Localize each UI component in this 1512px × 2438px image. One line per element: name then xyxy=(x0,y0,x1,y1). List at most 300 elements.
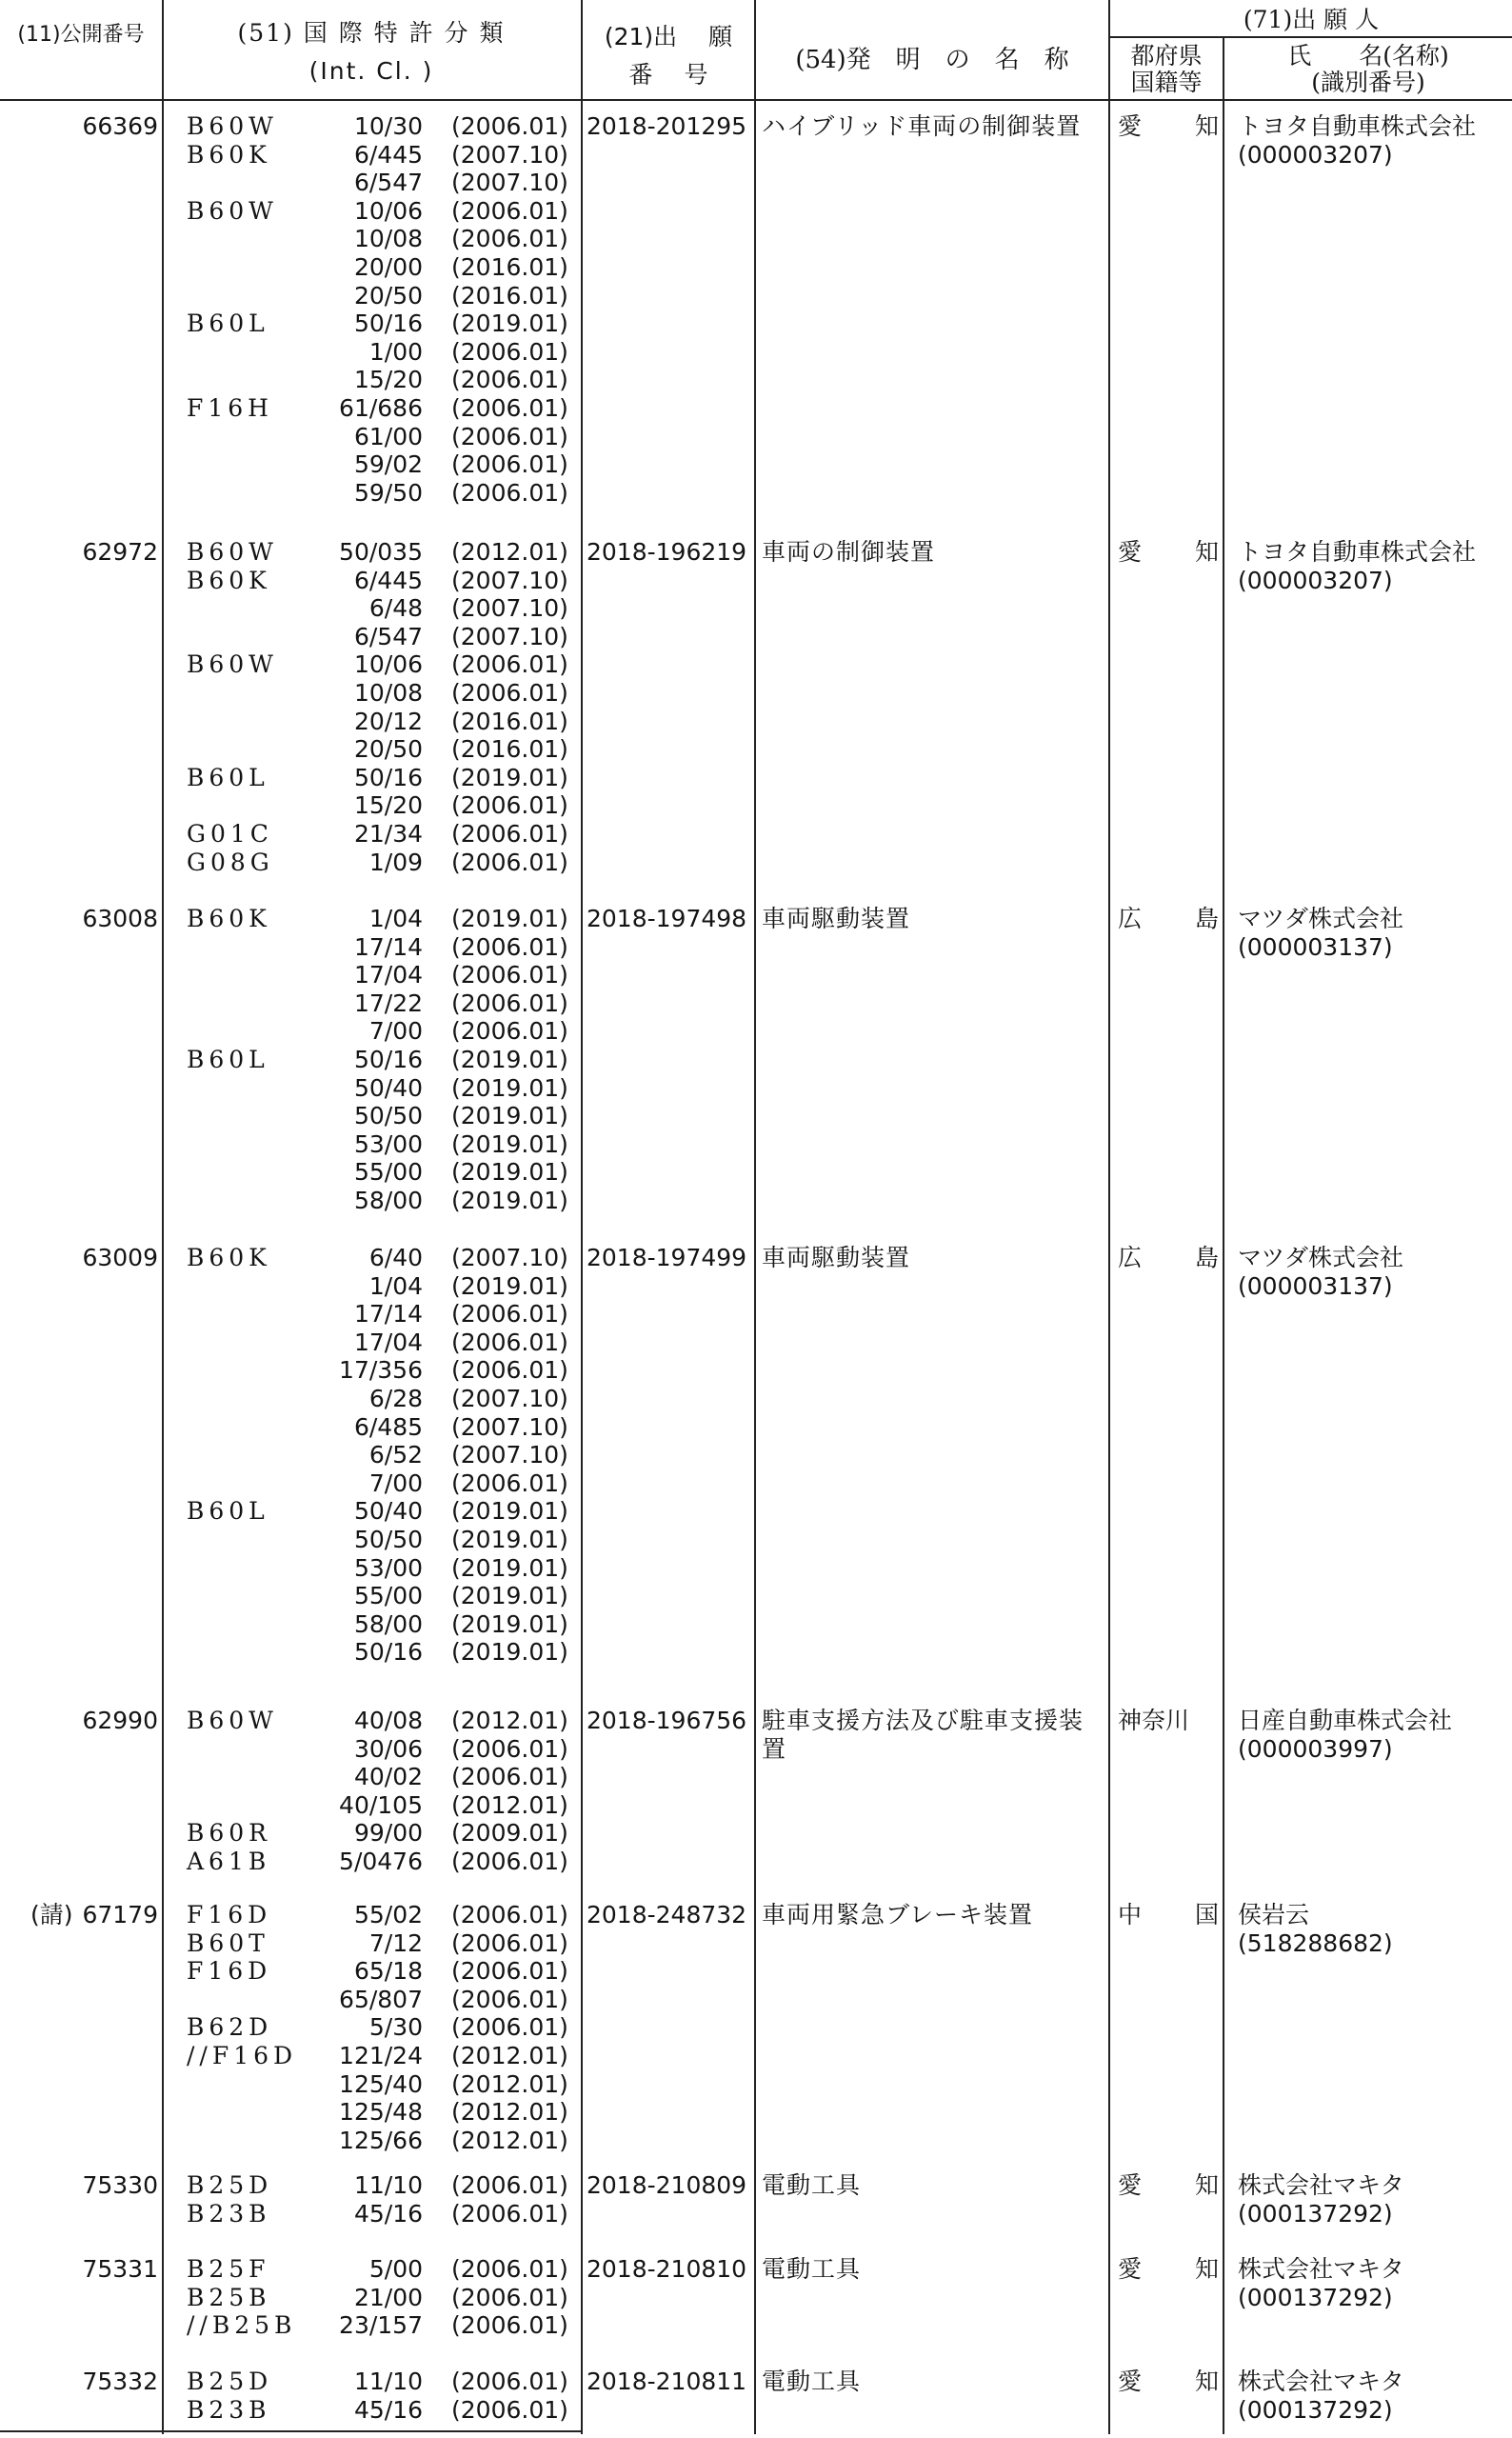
ipc-group: 50/50 xyxy=(353,1525,423,1553)
ipc-version: (2006.01) xyxy=(451,196,568,225)
applicant-name: 株式会社マキタ xyxy=(1238,2255,1404,2283)
ipc-version: (2007.10) xyxy=(451,594,568,623)
ipc-entry xyxy=(168,2127,579,2155)
ipc-version: (2012.01) xyxy=(451,2069,568,2098)
prefecture-part: 愛 xyxy=(1118,2171,1143,2199)
page-bottom-rule xyxy=(0,2430,581,2432)
ipc-group: 15/20 xyxy=(353,366,423,394)
ipc-version: (2006.01) xyxy=(451,2311,568,2340)
ipc-version: (2007.10) xyxy=(451,1244,568,1271)
ipc-entry xyxy=(168,1848,579,1876)
publication-number-cell xyxy=(0,1244,158,1272)
ipc-group: 61/686 xyxy=(339,393,423,422)
ipc-entry xyxy=(168,538,579,567)
ipc-subclass: B60L xyxy=(187,1045,269,1073)
ipc-group: 50/16 xyxy=(353,763,423,791)
ipc-list xyxy=(168,2368,579,2424)
ipc-entry xyxy=(168,1986,579,2014)
ipc-group: 1/04 xyxy=(368,905,423,932)
ipc-version: (2006.01) xyxy=(451,337,568,366)
header-pref-line1: 都府県 xyxy=(1130,42,1203,70)
ipc-entry xyxy=(168,366,579,394)
ipc-entry xyxy=(168,1158,579,1187)
ipc-subclass: B60W xyxy=(187,650,278,679)
ipc-group: 7/12 xyxy=(368,1928,423,1957)
applicant-name: マツダ株式会社 xyxy=(1238,1244,1404,1271)
ipc-entry xyxy=(168,961,579,989)
publication-number-cell xyxy=(0,112,158,141)
ipc-entry xyxy=(168,141,579,170)
ipc-group: 1/04 xyxy=(368,1271,423,1300)
ipc-entry xyxy=(168,764,579,792)
ipc-group: 55/02 xyxy=(353,1901,423,1928)
ipc-group: 20/12 xyxy=(353,707,423,735)
header-name-line1: 氏 名(名称) xyxy=(1287,42,1449,70)
prefecture xyxy=(1118,1244,1219,1272)
ipc-group: 20/00 xyxy=(353,252,423,281)
ipc-entry xyxy=(168,1707,579,1735)
ipc-group: 55/00 xyxy=(353,1158,423,1187)
applicant-name: マツダ株式会社 xyxy=(1238,905,1404,932)
ipc-subclass: F16D xyxy=(187,1901,272,1928)
ipc-group: 6/48 xyxy=(368,594,423,623)
ipc-group: 6/445 xyxy=(353,140,423,169)
ipc-entry xyxy=(168,2200,579,2228)
ipc-subclass: B23B xyxy=(187,2199,271,2228)
ipc-group: 5/30 xyxy=(368,2013,423,2042)
ipc-entry xyxy=(168,310,579,338)
ipc-subclass: B25F xyxy=(187,2255,270,2283)
ipc-version: (2007.10) xyxy=(451,1384,568,1412)
ipc-version: (2019.01) xyxy=(451,1553,568,1582)
ipc-entry xyxy=(168,253,579,282)
ipc-group: 53/00 xyxy=(353,1553,423,1582)
prefecture-part: 知 xyxy=(1194,2171,1219,2199)
prefecture xyxy=(1118,905,1219,933)
ipc-entry xyxy=(168,567,579,595)
prefecture-part: 島 xyxy=(1194,905,1219,932)
ipc-subclass: //B25B xyxy=(187,2311,297,2340)
prefecture-part: 知 xyxy=(1194,2255,1219,2283)
applicant-cell xyxy=(1238,1707,1512,1764)
ipc-version: (2006.01) xyxy=(451,2255,568,2283)
ipc-version: (2006.01) xyxy=(451,1763,568,1791)
ipc-version: (2006.01) xyxy=(451,1300,568,1329)
application-number: 2018-201295 xyxy=(587,112,747,140)
request-marker: (請) xyxy=(30,1901,73,1928)
ipc-entry xyxy=(168,112,579,141)
ipc-entry xyxy=(168,820,579,849)
invention-title: 車両の制御装置 xyxy=(762,538,936,566)
prefecture-part: 島 xyxy=(1194,1244,1219,1271)
ipc-subclass: F16H xyxy=(187,393,273,422)
ipc-entry xyxy=(168,1385,579,1413)
ipc-entry xyxy=(168,2013,579,2042)
ipc-version: (2006.01) xyxy=(451,2283,568,2311)
ipc-group: 99/00 xyxy=(353,1819,423,1848)
ipc-group: 50/16 xyxy=(353,310,423,338)
application-number: 2018-210811 xyxy=(587,2368,747,2395)
applicant-header-rule xyxy=(1108,36,1512,38)
prefecture-part: 国 xyxy=(1194,1901,1219,1928)
ipc-group: 5/00 xyxy=(368,2255,423,2283)
invention-title: 電動工具 xyxy=(762,2171,862,2199)
ipc-version: (2016.01) xyxy=(451,735,568,764)
ipc-version: (2006.01) xyxy=(451,1469,568,1497)
ipc-version: (2006.01) xyxy=(451,112,568,140)
ipc-group: 20/50 xyxy=(353,281,423,310)
prefecture-part: 愛 xyxy=(1118,112,1143,140)
ipc-group: 58/00 xyxy=(353,1186,423,1214)
header-ipc-subtitle: (Int. Cl. ) xyxy=(308,57,434,85)
prefecture-part: 愛 xyxy=(1118,2368,1143,2395)
ipc-group: 15/20 xyxy=(353,791,423,820)
publication-number-cell xyxy=(0,538,158,567)
application-number: 2018-210809 xyxy=(587,2171,747,2199)
ipc-version: (2006.01) xyxy=(451,366,568,394)
ipc-group: 53/00 xyxy=(353,1129,423,1158)
ipc-entry xyxy=(168,1582,579,1610)
ipc-group: 50/16 xyxy=(353,1045,423,1073)
ipc-group: 23/157 xyxy=(339,2311,423,2340)
ipc-subclass: B60L xyxy=(187,1497,269,1526)
prefecture-part: 愛 xyxy=(1118,2255,1143,2283)
ipc-entry xyxy=(168,1329,579,1357)
prefecture xyxy=(1118,2368,1219,2396)
ipc-version: (2019.01) xyxy=(451,1045,568,1073)
ipc-subclass: F16D xyxy=(187,1957,272,1986)
ipc-subclass: B62D xyxy=(187,2013,273,2042)
ipc-version: (2006.01) xyxy=(451,819,568,848)
ipc-subclass: B60L xyxy=(187,310,269,338)
ipc-entry xyxy=(168,650,579,679)
ipc-version: (2019.01) xyxy=(451,1129,568,1158)
ipc-group: 30/06 xyxy=(353,1734,423,1763)
ipc-group: 17/356 xyxy=(339,1356,423,1385)
ipc-version: (2007.10) xyxy=(451,169,568,197)
prefecture-part: 広 xyxy=(1118,905,1143,932)
ipc-subclass: B23B xyxy=(187,2395,271,2424)
ipc-version: (2007.10) xyxy=(451,566,568,594)
header-app-no-line2: 番 号 xyxy=(628,61,708,89)
invention-title: 電動工具 xyxy=(762,2255,862,2283)
invention-title: 駐車支援方法及び駐車支援装置 xyxy=(762,1707,1084,1763)
ipc-list xyxy=(168,1244,579,1667)
ipc-group: 55/00 xyxy=(353,1582,423,1610)
ipc-version: (2006.01) xyxy=(451,791,568,820)
ipc-version: (2019.01) xyxy=(451,1102,568,1130)
header-pref-line2: 国籍等 xyxy=(1130,69,1203,96)
ipc-version: (2006.01) xyxy=(451,1847,568,1875)
applicant-cell xyxy=(1238,1244,1512,1301)
ipc-subclass: G01C xyxy=(187,819,273,848)
ipc-list xyxy=(168,538,579,876)
ipc-list xyxy=(168,905,579,1215)
ipc-version: (2007.10) xyxy=(451,622,568,650)
ipc-entry xyxy=(168,2311,579,2340)
ipc-entry xyxy=(168,1244,579,1272)
ipc-group: 50/50 xyxy=(353,1102,423,1130)
ipc-subclass: B60K xyxy=(187,1244,271,1271)
column-rule xyxy=(162,0,164,2434)
prefecture-part: 愛 xyxy=(1118,538,1143,566)
ipc-subclass: B60K xyxy=(187,566,271,594)
ipc-subclass: B60W xyxy=(187,112,278,140)
ipc-entry xyxy=(168,2396,579,2425)
prefecture xyxy=(1118,2171,1219,2200)
ipc-entry xyxy=(168,394,579,423)
invention-title: ハイブリッド車両の制御装置 xyxy=(762,112,1082,140)
ipc-entry xyxy=(168,169,579,197)
ipc-group: 11/10 xyxy=(353,2368,423,2395)
prefecture-part: 知 xyxy=(1194,2368,1219,2395)
ipc-group: 50/16 xyxy=(353,1638,423,1667)
ipc-entry xyxy=(168,282,579,310)
prefecture xyxy=(1118,1901,1219,1929)
ipc-subclass: A61B xyxy=(187,1847,271,1875)
ipc-list xyxy=(168,1707,579,1876)
invention-title: 車両駆動装置 xyxy=(762,1244,911,1271)
invention-title: 電動工具 xyxy=(762,2368,862,2395)
ipc-group: 10/08 xyxy=(353,225,423,253)
application-number: 2018-197499 xyxy=(587,1244,747,1271)
prefecture-part: 知 xyxy=(1194,112,1219,140)
ipc-entry xyxy=(168,1130,579,1159)
ipc-subclass: B60L xyxy=(187,763,269,791)
column-rule xyxy=(581,0,583,2434)
ipc-version: (2019.01) xyxy=(451,1073,568,1102)
ipc-version: (2007.10) xyxy=(451,1441,568,1469)
ipc-group: 50/035 xyxy=(339,538,423,566)
ipc-group: 50/40 xyxy=(353,1073,423,1102)
publication-number-cell xyxy=(0,2171,158,2200)
ipc-group: 40/02 xyxy=(353,1763,423,1791)
column-rule xyxy=(1223,38,1224,2434)
ipc-group: 59/50 xyxy=(353,478,423,507)
ipc-entry xyxy=(168,1497,579,1526)
publication-number: 67179 xyxy=(82,1901,158,1928)
ipc-subclass: B25B xyxy=(187,2283,271,2311)
ipc-entry xyxy=(168,1441,579,1469)
ipc-subclass: B60W xyxy=(187,538,278,566)
ipc-entry xyxy=(168,594,579,623)
applicant-id: (000137292) xyxy=(1238,2396,1393,2424)
ipc-version: (2007.10) xyxy=(451,140,568,169)
ipc-group: 7/00 xyxy=(368,1469,423,1497)
ipc-list xyxy=(168,2255,579,2340)
ipc-group: 40/08 xyxy=(353,1707,423,1734)
ipc-version: (2019.01) xyxy=(451,905,568,932)
ipc-version: (2019.01) xyxy=(451,1158,568,1187)
ipc-version: (2012.01) xyxy=(451,2098,568,2127)
ipc-entry xyxy=(168,2368,579,2396)
ipc-entry xyxy=(168,1272,579,1301)
header-applicant: (71)出 願 人 xyxy=(1243,6,1380,33)
ipc-subclass: B60W xyxy=(187,1707,278,1734)
ipc-version: (2006.01) xyxy=(451,1901,568,1928)
ipc-entry xyxy=(168,423,579,451)
ipc-version: (2006.01) xyxy=(451,2199,568,2228)
ipc-group: 6/28 xyxy=(368,1384,423,1412)
ipc-entry xyxy=(168,1526,579,1554)
ipc-group: 21/00 xyxy=(353,2283,423,2311)
ipc-subclass: //F16D xyxy=(187,2041,298,2069)
applicant-cell xyxy=(1238,2255,1512,2312)
ipc-version: (2006.01) xyxy=(451,225,568,253)
ipc-group: 59/02 xyxy=(353,450,423,479)
ipc-version: (2006.01) xyxy=(451,932,568,961)
publication-number: 62972 xyxy=(82,538,158,566)
ipc-version: (2019.01) xyxy=(451,1497,568,1526)
ipc-entry xyxy=(168,338,579,367)
ipc-group: 17/14 xyxy=(353,1300,423,1329)
applicant-id: (000137292) xyxy=(1238,2284,1393,2311)
invention-title: 車両用緊急ブレーキ装置 xyxy=(762,1901,1034,1928)
applicant-cell xyxy=(1238,1901,1512,1958)
ipc-version: (2006.01) xyxy=(451,961,568,989)
publication-number-cell xyxy=(0,2368,158,2396)
ipc-entry xyxy=(168,2098,579,2127)
ipc-version: (2007.10) xyxy=(451,1412,568,1441)
ipc-subclass: B60T xyxy=(187,1928,269,1957)
applicant-name: 株式会社マキタ xyxy=(1238,2368,1404,2395)
ipc-group: 11/10 xyxy=(353,2171,423,2199)
ipc-version: (2006.01) xyxy=(451,393,568,422)
ipc-entry xyxy=(168,1819,579,1848)
ipc-entry xyxy=(168,1187,579,1215)
publication-number: 62990 xyxy=(82,1707,158,1734)
ipc-version: (2019.01) xyxy=(451,1525,568,1553)
ipc-version: (2006.01) xyxy=(451,1985,568,2013)
ipc-entry xyxy=(168,1413,579,1442)
ipc-entry xyxy=(168,1791,579,1820)
publication-number-cell xyxy=(0,1707,158,1735)
ipc-entry xyxy=(168,1735,579,1764)
applicant-id: (518288682) xyxy=(1238,1929,1393,1957)
ipc-entry xyxy=(168,2284,579,2312)
prefecture-part: 中 xyxy=(1118,1901,1143,1928)
ipc-group: 125/48 xyxy=(339,2098,423,2127)
ipc-group: 40/105 xyxy=(339,1790,423,1819)
ipc-group: 6/547 xyxy=(353,169,423,197)
ipc-subclass: B60W xyxy=(187,196,278,225)
ipc-version: (2012.01) xyxy=(451,1790,568,1819)
ipc-entry xyxy=(168,450,579,479)
ipc-version: (2006.01) xyxy=(451,2013,568,2042)
publication-number: 75332 xyxy=(82,2368,158,2395)
ipc-version: (2019.01) xyxy=(451,1186,568,1214)
ipc-group: 10/08 xyxy=(353,678,423,707)
ipc-entry xyxy=(168,849,579,877)
ipc-entry xyxy=(168,1046,579,1074)
ipc-group: 6/40 xyxy=(368,1244,423,1271)
applicant-id: (000003137) xyxy=(1238,933,1393,961)
ipc-group: 20/50 xyxy=(353,735,423,764)
ipc-group: 21/34 xyxy=(353,819,423,848)
ipc-entry xyxy=(168,479,579,508)
prefecture xyxy=(1118,2255,1219,2284)
ipc-group: 10/06 xyxy=(353,196,423,225)
ipc-entry xyxy=(168,623,579,651)
ipc-group: 10/06 xyxy=(353,650,423,679)
ipc-group: 50/40 xyxy=(353,1497,423,1526)
publication-number: 63009 xyxy=(82,1244,158,1271)
ipc-entry xyxy=(168,679,579,708)
publication-number-cell xyxy=(0,2255,158,2284)
ipc-version: (2012.01) xyxy=(451,2126,568,2154)
ipc-entry xyxy=(168,1102,579,1130)
ipc-group: 121/24 xyxy=(339,2041,423,2069)
ipc-version: (2006.01) xyxy=(451,1356,568,1385)
ipc-entry xyxy=(168,197,579,226)
ipc-entry xyxy=(168,1469,579,1498)
header-ipc-title: (51) 国 際 特 許 分 類 xyxy=(237,19,506,47)
ipc-entry xyxy=(168,905,579,933)
header-name-line2: (識別番号) xyxy=(1311,69,1425,96)
ipc-entry xyxy=(168,225,579,253)
application-number: 2018-197498 xyxy=(587,905,747,932)
header-pub-no: (11)公開番号 xyxy=(17,23,145,47)
invention-title: 車両駆動装置 xyxy=(762,905,911,932)
applicant-id: (000003997) xyxy=(1238,1735,1393,1763)
ipc-group: 10/30 xyxy=(353,112,423,140)
ipc-version: (2006.01) xyxy=(451,2368,568,2395)
ipc-entry xyxy=(168,2171,579,2200)
ipc-group: 58/00 xyxy=(353,1609,423,1638)
application-number: 2018-248732 xyxy=(587,1901,747,1928)
ipc-entry xyxy=(168,1929,579,1958)
ipc-entry xyxy=(168,2255,579,2284)
ipc-entry xyxy=(168,2042,579,2070)
ipc-list xyxy=(168,112,579,507)
ipc-entry xyxy=(168,2070,579,2099)
applicant-id: (000003207) xyxy=(1238,567,1393,594)
ipc-subclass: B60K xyxy=(187,905,271,932)
ipc-group: 17/14 xyxy=(353,932,423,961)
publication-number: 75330 xyxy=(82,2171,158,2199)
applicant-cell xyxy=(1238,2171,1512,2228)
ipc-entry xyxy=(168,989,579,1018)
applicant-id: (000003207) xyxy=(1238,141,1393,169)
ipc-version: (2019.01) xyxy=(451,763,568,791)
ipc-entry xyxy=(168,1901,579,1929)
ipc-version: (2019.01) xyxy=(451,1582,568,1610)
publication-number: 75331 xyxy=(82,2255,158,2283)
ipc-version: (2006.01) xyxy=(451,1734,568,1763)
ipc-entry xyxy=(168,735,579,764)
ipc-group: 6/547 xyxy=(353,622,423,650)
prefecture-part: 神奈川 xyxy=(1118,1707,1190,1734)
ipc-entry xyxy=(168,1763,579,1791)
ipc-version: (2012.01) xyxy=(451,538,568,566)
ipc-subclass: B60R xyxy=(187,1819,272,1848)
ipc-group: 17/22 xyxy=(353,989,423,1017)
ipc-version: (2006.01) xyxy=(451,450,568,479)
applicant-name: 侯岩云 xyxy=(1238,1901,1310,1928)
header-app-no-line1: (21)出 願 xyxy=(604,23,733,50)
ipc-group: 65/807 xyxy=(339,1985,423,2013)
ipc-entry xyxy=(168,933,579,962)
application-number: 2018-196756 xyxy=(587,1707,747,1734)
prefecture-part: 知 xyxy=(1194,538,1219,566)
header-bottom-rule xyxy=(0,99,1512,101)
ipc-group: 7/00 xyxy=(368,1017,423,1046)
publication-number: 66369 xyxy=(82,112,158,140)
ipc-version: (2006.01) xyxy=(451,478,568,507)
ipc-group: 1/09 xyxy=(368,848,423,876)
ipc-version: (2006.01) xyxy=(451,1957,568,1986)
ipc-entry xyxy=(168,1300,579,1329)
